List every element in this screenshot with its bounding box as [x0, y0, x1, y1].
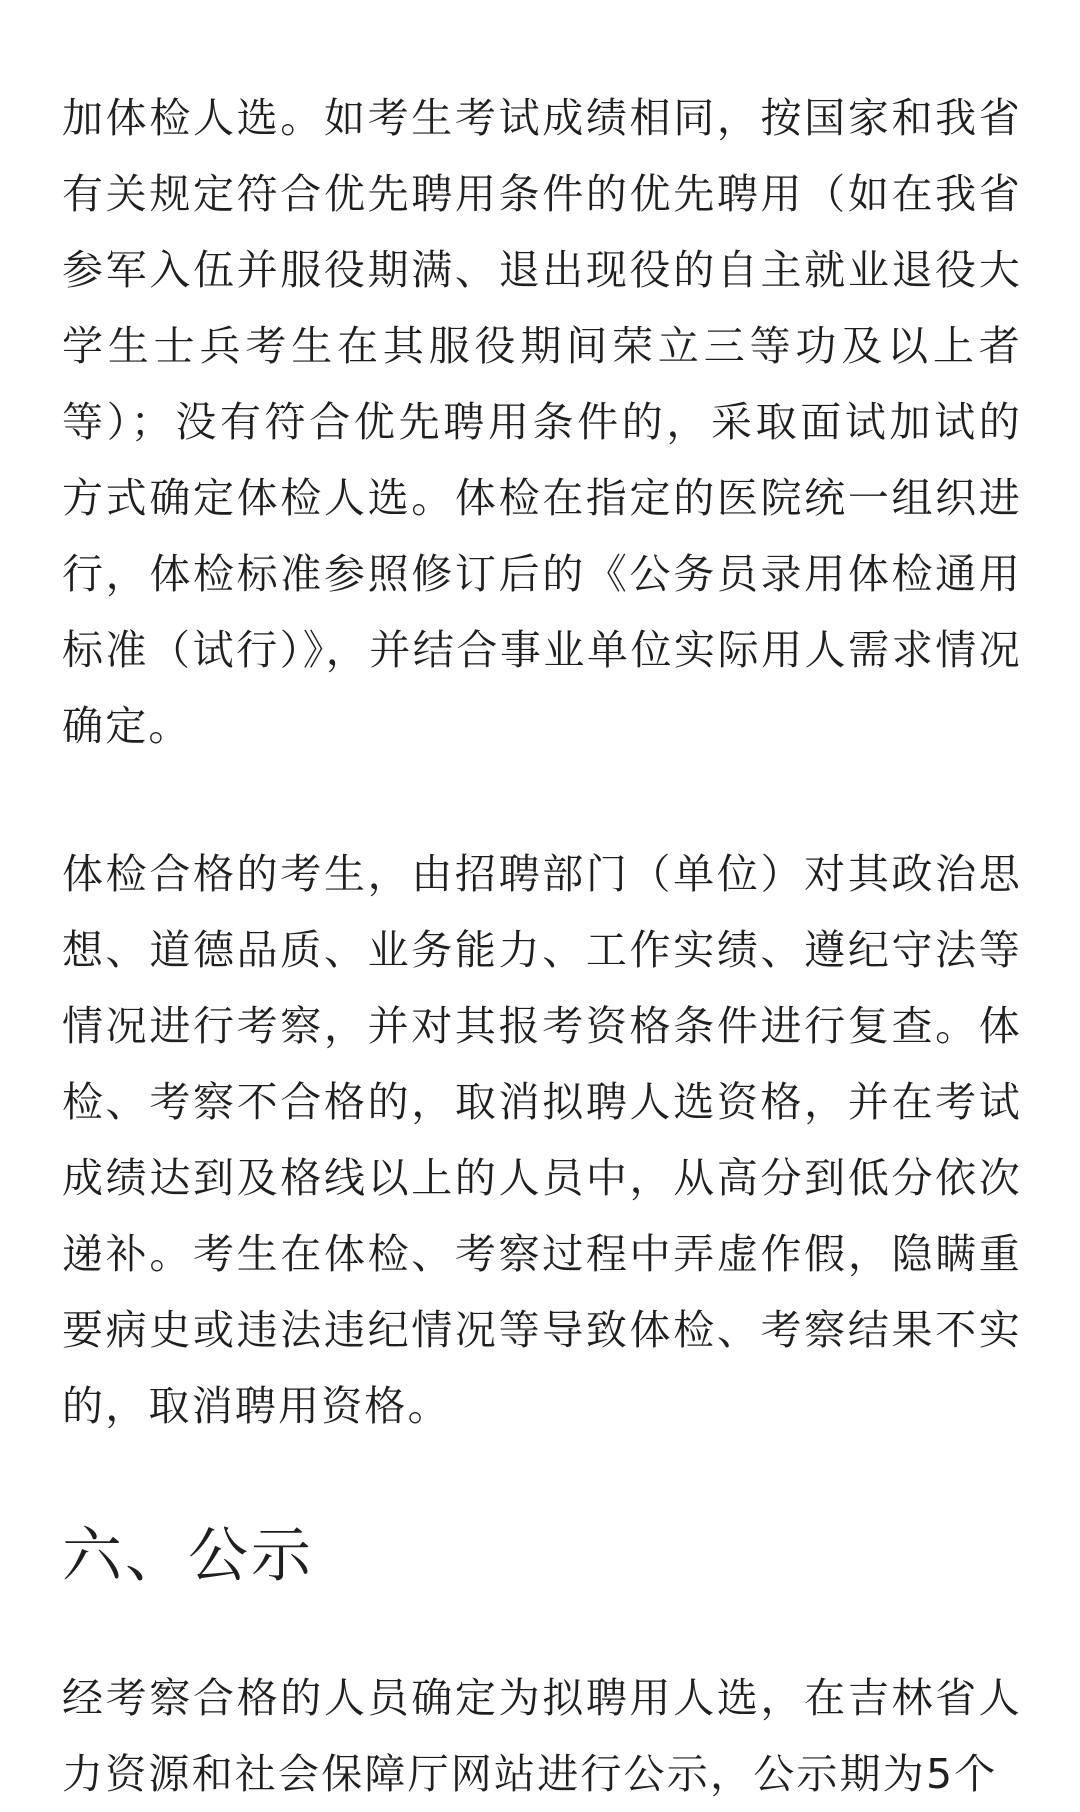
paragraph-physical-exam: 加体检人选。如考生考试成绩相同，按国家和我省有关规定符合优先聘用条件的优先聘用（如在我省参军入伍并服役期满、退出现役的自主就业退役大学生士兵考生在其服役期间荣立三等功及以上者等）；没有符合优先聘用条件的，采取面试加试的方式确定体检人选。体检在指定的医院统一组织进行，体检标准参照修订后的《公务员录用体检通用标准（试行）》，并结合事业单位实际用人需求情况确定。: [62, 94, 1022, 750]
section-heading-publicity: 六、公示: [62, 1521, 314, 1591]
paragraph-publicity: 经考察合格的人员确定为拟聘用人选，在吉林省人力资源和社会保障厅网站进行公示，公示期为5个: [62, 1674, 1022, 1798]
paragraph-inspection: 体检合格的考生，由招聘部门（单位）对其政治思想、道德品质、业务能力、工作实绩、遵纪守法等情况进行考察，并对其报考资格条件进行复查。体检、考察不合格的，取消拟聘人选资格，并在考试成绩达到及格线以上的人员中，从高分到低分依次递补。考生在体检、考察过程中弄虚作假，隐瞒重要病史或违法违纪情况等导致体检、考察结果不实的，取消聘用资格。: [62, 850, 1022, 1430]
